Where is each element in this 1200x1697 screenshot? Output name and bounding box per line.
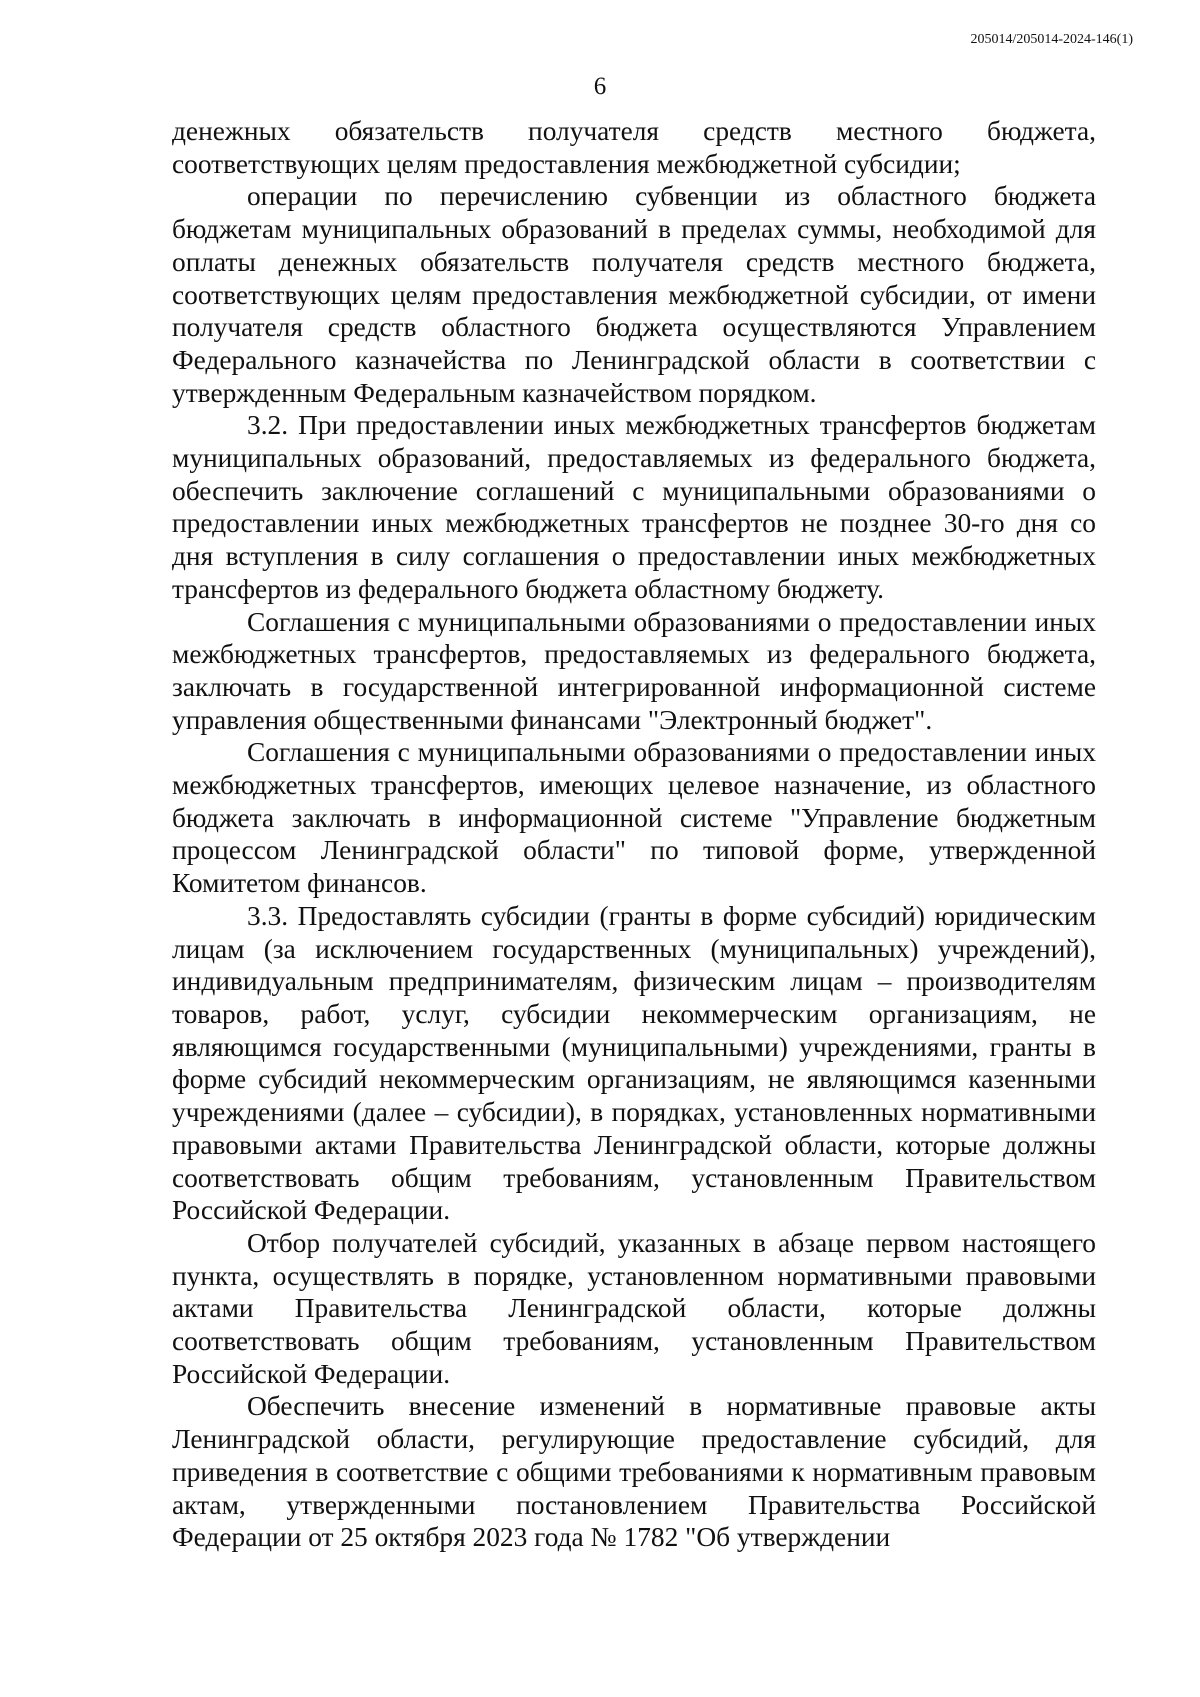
paragraph-2: операции по перечислению субвенции из областного бюджета бюджетам муниципальных образований в пределах суммы, необходимой для оплаты денежных обязательств получателя средств местного бюджета, соответствующих целям предоставления межбюджетной субсидии, от имени получателя средств областного бюджета осуществляются Управлением Федерального казначейства по Ленинградской области в соответствии с утвержденным Федеральным казначейством порядком.	[172, 181, 1096, 408]
paragraph-8: Обеспечить внесение изменений в нормативные правовые акты Ленинградской области, регулирующие предоставление субсидий, для приведения в соответствие с общими требованиями к нормативным правовым актам, утвержденными постановлением Правительства Российской Федерации от 25 октября 2023 года № 1782 "Об утверждении	[172, 1391, 1096, 1553]
document-body	[172, 115, 1096, 1554]
document-id: 205014/205014-2024-146(1)	[970, 32, 1133, 47]
paragraph-5: Соглашения с муниципальными образованиями о предоставлении иных межбюджетных трансфертов, имеющих целевое назначение, из областного бюджета заключать в информационной системе "Управление бюджетным процессом Ленинградской области" по типовой форме, утвержденной Комитетом финансов.	[172, 737, 1096, 899]
paragraph-3: 3.2. При предоставлении иных межбюджетных трансфертов бюджетам муниципальных образований, предоставляемых из федерального бюджета, обеспечить заключение соглашений с муниципальными образованиями о предоставлении иных межбюджетных трансфертов не позднее 30-го дня со дня вступления в силу соглашения о предоставлении иных межбюджетных трансфертов из федерального бюджета областному бюджету.	[172, 410, 1096, 604]
paragraph-1: денежных обязательств получателя средств местного бюджета, соответствующих целям предоставления межбюджетной субсидии;	[172, 116, 1096, 179]
paragraph-6: 3.3. Предоставлять субсидии (гранты в форме субсидий) юридическим лицам (за исключением государственных (муниципальных) учреждений), индивидуальным предпринимателям, физическим лицам – производителям товаров, работ, услуг, субсидии некоммерческим организациям, не являющимся государственными (муниципальными) учреждениями, гранты в форме субсидий некоммерческим организациям, не являющимся казенными учреждениями (далее – субсидии), в порядках, установленных нормативными правовыми актами Правительства Ленинградской области, которые должны соответствовать общим требованиям, установленным Правительством Российской Федерации.	[172, 900, 1096, 1226]
page-number: 6	[593, 73, 607, 100]
paragraph-4: Соглашения с муниципальными образованиями о предоставлении иных межбюджетных трансфертов, предоставляемых из федерального бюджета, заключать в государственной интегрированной информационной системе управления общественными финансами "Электронный бюджет".	[172, 606, 1096, 735]
paragraph-7: Отбор получателей субсидий, указанных в абзаце первом настоящего пункта, осуществлять в порядке, установленном нормативными правовыми актами Правительства Ленинградской области, которые должны соответствовать общим требованиям, установленным Правительством Российской Федерации.	[172, 1227, 1096, 1389]
